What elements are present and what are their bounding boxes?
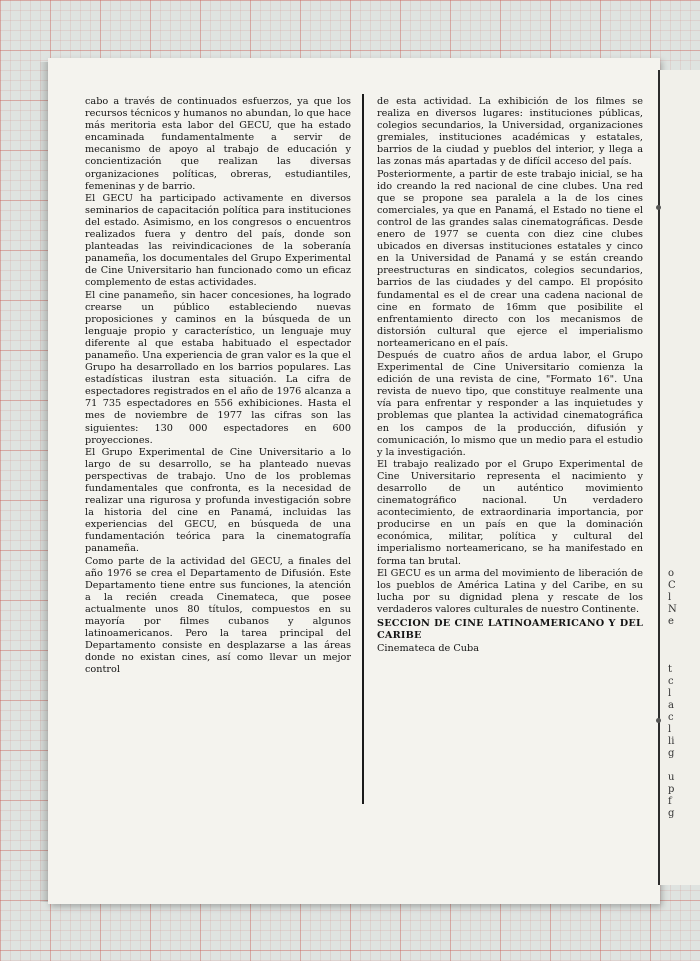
page-fragment: C — [668, 580, 676, 591]
paragraph: El trabajo realizado por el Grupo Experimental de Cine Universitario representa el nacimiento y desarrollo de un auténtico movimiento cinematográfico nacional. Un verdadero acontecimiento, de extraordinaria importancia, por producirse en un país en que la dominación económica, militar, política y cultural del imperialismo norteamericano, se ha manifestado en forma tan brutal. — [377, 458, 643, 567]
left-column — [85, 96, 351, 677]
page-fragment: u — [668, 772, 675, 783]
paragraph: El cine panameño, sin hacer concesiones, ha logrado crearse un público estableciendo nuevas proposiciones y caminos en la búsqueda de un lenguaje propio y característico, un lenguaje muy diferente al que estaba habituado el espectador panameño. Una experiencia de gran valor es la que el Grupo ha desarrollado en los barrios populares. Las estadísticas ilustran esta situación. La cifra de espectadores registrados en el año de 1976 alcanza a 71 735 espectadores en 556 exhibiciones. Hasta el mes de noviembre de 1977 las cifras son las siguientes: 130 000 espectadores en 600 proyecciones. — [85, 289, 351, 446]
page-fragment: li — [668, 736, 675, 747]
page-fragment: c — [668, 712, 674, 723]
page-fragment: c — [668, 676, 674, 687]
paragraph: El GECU ha participado activamente en diversos seminarios de capacitación política para instituciones del estado. Asimismo, en los congresos o encuentros realizados fuera y dentro del país, donde son planteadas las reivindicaciones de la soberanía panameña, los documentales del Grupo Experimental de Cine Universitario han funcionado como un eficaz complemento de estas actividades. — [85, 192, 351, 289]
page-fragment: l — [668, 592, 672, 603]
paragraph: Como parte de la actividad del GECU, a finales del año 1976 se crea el Departamento de Difusión. Este Departamento tiene entre sus funciones, la atención a la recién creada Cinemateca, que posee actualmente unos 80 títulos, compuestos en su mayoría por filmes cubanos y algunos latinoamericanos. Pero la tarea principal del Departamento consiste en desplazarse a las áreas donde no existan cines, así como llevar un mejor control — [85, 555, 351, 676]
column-divider — [362, 94, 364, 804]
page-fragment: l — [668, 724, 672, 735]
page-fragment: f — [668, 796, 672, 807]
paragraph: Posteriormente, a partir de este trabajo inicial, se ha ido creando la red nacional de cine clubes. Una red que se propone sea paralela a la de los cines comerciales, ya que en Panamá, el Estado no tiene el control de las grandes salas cinematográficas. Desde enero de 1977 se cuenta con diez cine clubes ubicados en diversas instituciones estatales y cinco en la Universidad de Panamá y se están creando preestructuras en sindicatos, colegios secundarios, barrios de las ciudades y del campo. El propósito fundamental es el de crear una cadena nacional de cine en formato de 16mm que posibilite el enfrentamiento directo con los mecanismos de distorsión cultural que ejerce el imperialismo norteamericano en el país. — [377, 168, 643, 349]
document-page — [48, 58, 660, 904]
page-fragment: N — [668, 604, 677, 615]
paragraph: El GECU es un arma del movimiento de liberación de los pueblos de América Latina y del Caribe, en su lucha por su dignidad plena y rescate de los verdaderos valores culturales de nuestro Continente. — [377, 567, 643, 615]
page-fragment: o — [668, 568, 675, 579]
staple-hole — [656, 718, 661, 723]
right-column — [377, 96, 643, 655]
page-fragment: p — [668, 784, 675, 795]
section-heading: SECCION DE CINE LATINOAMERICANO Y DEL CARIBE — [377, 618, 643, 642]
paragraph: El Grupo Experimental de Cine Universitario a lo largo de su desarrollo, se ha planteado nuevas perspectivas de trabajo. Uno de los problemas fundamentales que confronta, es la necesidad de realizar una rigurosa y profunda investigación sobre la historia del cine en Panamá, incluidas las experiencias del GECU, en búsqueda de una fundamentación teórica para la cinematografía panameña. — [85, 446, 351, 555]
paragraph: Después de cuatro años de ardua labor, el Grupo Experimental de Cine Universitario comienza la edición de una revista de cine, "Formato 16". Una revista de nuevo tipo, que constituye realmente una vía para enfrentar y responder a las inquietudes y problemas que plantea la actividad cinematográfica en los campos de la producción, difusión y comunicación, lo mismo que un medio para el estudio y la investigación. — [377, 349, 643, 458]
page-fragment: e — [668, 616, 674, 627]
staple-hole — [656, 205, 661, 210]
page-fragment: l — [668, 688, 672, 699]
page-fragment: t — [668, 664, 673, 675]
page-fragment: a — [668, 700, 674, 711]
paragraph: de esta actividad. La exhibición de los filmes se realiza en diversos lugares: instituciones públicas, colegios secundarios, la Universidad, organizaciones gremiales, instituciones académicas y estatales, barrios de la ciudad y pueblos del interior, y llega a las zonas más apartadas y de difícil acceso del país. — [377, 96, 643, 168]
next-page-edge — [658, 70, 700, 885]
page-fragment: g — [668, 748, 675, 759]
paragraph: cabo a través de continuados esfuerzos, ya que los recursos técnicos y humanos no abundan, lo que hace más meritoria esta labor del GECU, que ha estado encaminada fundamentalmente a servir de mecanismo de apoyo al trabajo de educación y concientización que realizan las diversas organizaciones políticas, obreras, estudiantiles, femeninas y de barrio. — [85, 96, 351, 192]
page-fragment: g — [668, 808, 675, 819]
signature: Cinemateca de Cuba — [377, 643, 479, 655]
